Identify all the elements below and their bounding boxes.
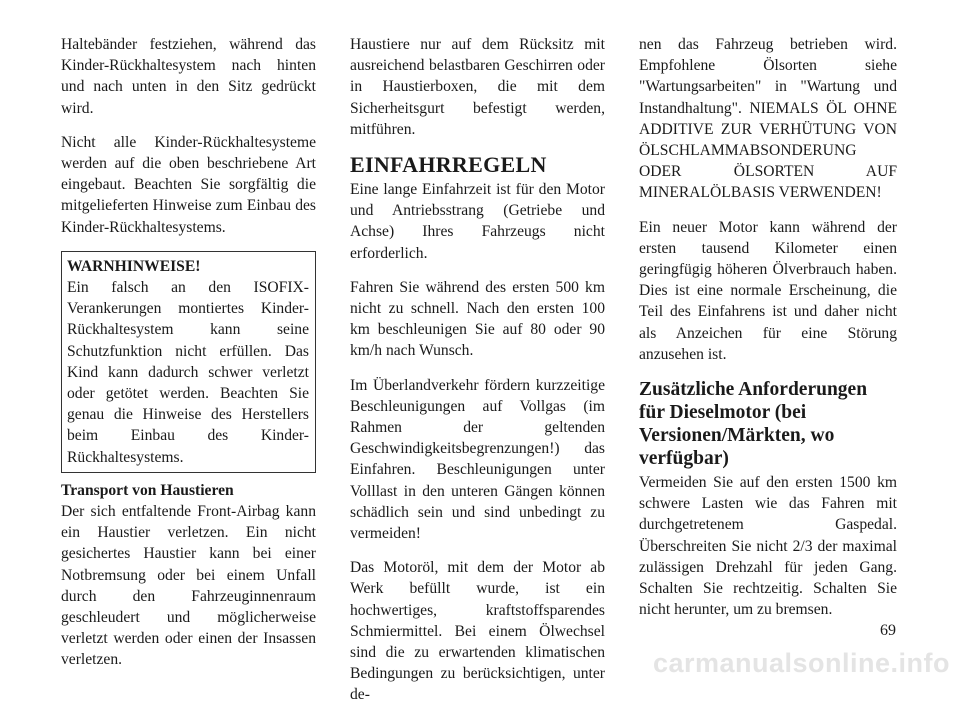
column-right xyxy=(639,34,897,633)
subsection-heading: Zusätzliche Anforderungen für Dieselmotor (bei Versionen/Märkten, wo verfügbar) xyxy=(639,379,868,470)
paragraph: nen das Fahrzeug betrieben wird. Empfohlene Ölsorten siehe "Wartungsarbeiten" in "Wartung und Instandhaltung". NIEMALS ÖL OHNE ADDITIVE ZUR VERHÜTUNG VON ÖLSCHLAMMABSONDERUNG ODER ÖLSORTEN AUF MINERALÖLBASIS VERWENDEN! xyxy=(639,36,897,202)
paragraph: Nicht alle Kinder-Rückhaltesysteme werden auf die oben beschriebene Art eingebaut. Beachten Sie sorgfältig die mitgelieferten Hinweise zum Einbau des Kinder-Rückhaltesystems. xyxy=(61,133,316,236)
section-heading: EINFAHRREGELN xyxy=(350,152,547,178)
paragraph: Haustiere nur auf dem Rücksitz mit ausreichend belastbaren Geschirren oder in Haustierboxen, die mit dem Sicherheitsgurt befestigt werden, mitführen. xyxy=(350,36,605,138)
warning-text: Ein falsch an den ISOFIX-Verankerungen montiertes Kinder-Rückhaltesystem kann seine Schutzfunktion nicht erfüllen. Das Kind kann dadurch schwer verletzt oder getötet werden. Beachten Sie genau die Hinweise des Herstellers beim Einbau des Kinder-Rückhaltesystems. xyxy=(67,279,309,466)
column-middle xyxy=(350,34,605,719)
page-number: 69 xyxy=(880,622,896,639)
watermark: carmanualsonline.info xyxy=(652,648,950,678)
paragraph: Eine lange Einfahrzeit ist für den Motor und Antriebsstrang (Getriebe und Achse) Ihres Fahrzeugs nicht erforderlich. xyxy=(350,181,605,262)
paragraph: Das Motoröl, mit dem der Motor ab Werk befüllt wurde, ist ein hochwertiges, kraftstoffsparendes Schmiermittel. Bei einem Ölwechsel sind die zu erwartenden klimatischen Bedingungen zu berücksichtigen, unter de- xyxy=(350,559,605,704)
column-left xyxy=(61,34,316,684)
paragraph: Der sich entfaltende Front-Airbag kann ein Haustier verletzen. Ein nicht gesichertes Haustier kann bei einer Notbremsung oder bei einem Unfall durch den Fahrzeuginnenraum geschleudert und möglicherweise verletzt werden oder einen der Insassen verletzen. xyxy=(61,503,316,669)
subheading-pets: Transport von Haustieren xyxy=(61,481,234,499)
paragraph: Haltebänder festziehen, während das Kinder-Rückhaltesystem nach hinten und nach unten in den Sitz gedrückt wird. xyxy=(61,36,316,117)
warning-title: WARNHINWEISE! xyxy=(67,257,201,275)
paragraph: Im Überlandverkehr fördern kurzzeitige Beschleunigungen auf Vollgas (im Rahmen der geltenden Geschwindigkeitsbegrenzungen!) das Einfahren. Beschleunigungen unter Volllast in den unteren Gängen können schädlich sein und sind unbedingt zu vermeiden! xyxy=(350,376,605,543)
warning-box xyxy=(61,251,316,473)
paragraph: Vermeiden Sie auf den ersten 1500 km schwere Lasten wie das Fahren mit durchgetretenem Gaspedal. Überschreiten Sie nicht 2/3 der maximal zulässigen Drehzahl für jeden Gang. Schalten Sie rechtzeitig. Schalten Sie nicht herunter, um zu bremsen. xyxy=(639,474,897,619)
paragraph: Ein neuer Motor kann während der ersten tausend Kilometer einen geringfügig höheren Ölverbrauch haben. Dies ist eine normale Erscheinung, die Teil des Einfahrens ist und daher nicht als Anzeichen für eine Störung anzusehen ist. xyxy=(639,218,897,363)
paragraph: Fahren Sie während des ersten 500 km nicht zu schnell. Nach den ersten 100 km beschleunigen Sie auf 80 oder 90 km/h nach Wunsch. xyxy=(350,278,605,360)
